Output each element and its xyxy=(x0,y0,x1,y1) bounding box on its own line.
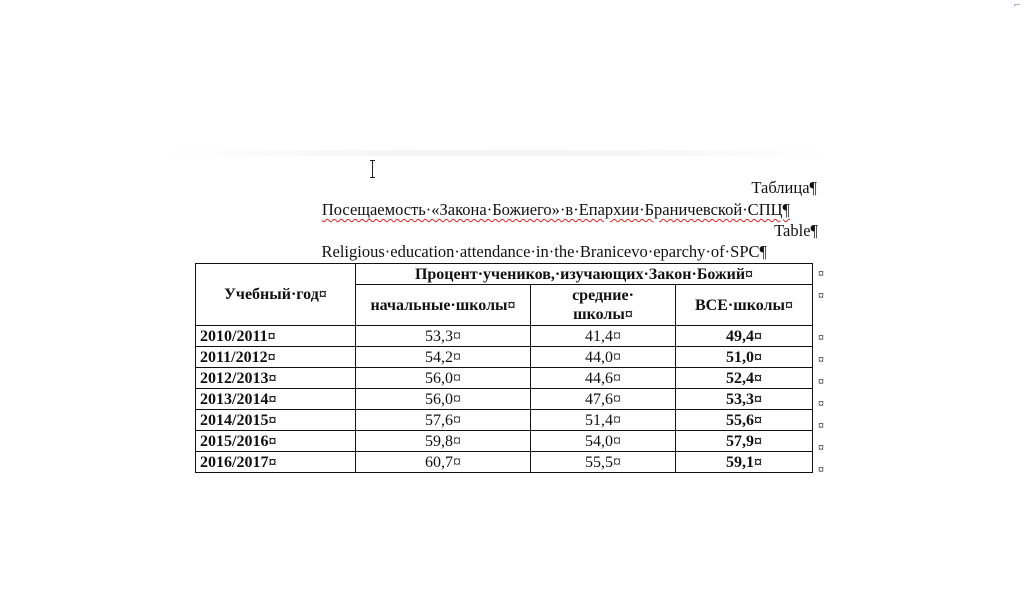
row-end-mark: ¤ xyxy=(818,352,824,366)
cell-secondary[interactable]: 47,6¤ xyxy=(531,389,676,410)
cell-primary[interactable]: 56,0¤ xyxy=(356,368,531,389)
cell-year[interactable]: 2012/2013¤ xyxy=(196,368,356,389)
header-group[interactable]: Процент·учеников,·изучающих·Закон·Божий¤ xyxy=(356,264,813,285)
cell-secondary[interactable]: 44,0¤ xyxy=(531,347,676,368)
text-cursor-icon xyxy=(372,160,375,178)
header-year[interactable]: Учебный·год¤ xyxy=(196,264,356,326)
window-corner-icon: ⌐ xyxy=(1014,0,1021,11)
table-row xyxy=(196,368,813,389)
cell-secondary[interactable]: 44,6¤ xyxy=(531,368,676,389)
cell-secondary[interactable]: 54,0¤ xyxy=(531,431,676,452)
cell-all[interactable]: 59,1¤ xyxy=(676,452,813,473)
cell-primary[interactable]: 53,3¤ xyxy=(356,326,531,347)
header-all[interactable]: ВСЕ·школы¤ xyxy=(676,285,813,326)
header-secondary-line2: школы¤ xyxy=(573,306,633,323)
header-primary[interactable]: начальные·школы¤ xyxy=(356,285,531,326)
cell-primary[interactable]: 54,2¤ xyxy=(356,347,531,368)
cell-secondary[interactable]: 55,5¤ xyxy=(531,452,676,473)
cell-primary[interactable]: 56,0¤ xyxy=(356,389,531,410)
page-top-edge xyxy=(160,150,832,156)
table-row xyxy=(196,326,813,347)
cell-secondary[interactable]: 51,4¤ xyxy=(531,410,676,431)
table-row xyxy=(196,410,813,431)
row-end-mark: ¤ xyxy=(818,288,824,302)
cell-all[interactable]: 49,4¤ xyxy=(676,326,813,347)
table-row xyxy=(196,452,813,473)
row-end-mark: ¤ xyxy=(818,418,824,432)
cell-year[interactable]: 2013/2014¤ xyxy=(196,389,356,410)
cell-year[interactable]: 2011/2012¤ xyxy=(196,347,356,368)
header-secondary-line1: средние· xyxy=(572,287,634,304)
table-row xyxy=(196,431,813,452)
row-end-mark: ¤ xyxy=(818,462,824,476)
row-end-mark: ¤ xyxy=(818,330,824,344)
cell-all[interactable]: 57,9¤ xyxy=(676,431,813,452)
table-label-en: Table¶ xyxy=(774,221,818,240)
title-en: Religious·education·attendance·in·the·Branicevo·eparchy·of·SPC¶ xyxy=(321,242,767,261)
cell-all[interactable]: 55,6¤ xyxy=(676,410,813,431)
table-row xyxy=(196,347,813,368)
row-end-mark: ¤ xyxy=(818,374,824,388)
attendance-table xyxy=(195,263,813,473)
header-secondary[interactable] xyxy=(531,285,676,326)
title-ru: Посещаемость·«Закона·Божиего»·в·Епархии·Браничевской·СПЦ¶ xyxy=(321,200,790,219)
table-row xyxy=(196,389,813,410)
cell-all[interactable]: 53,3¤ xyxy=(676,389,813,410)
row-end-mark: ¤ xyxy=(818,440,824,454)
cell-all[interactable]: 51,0¤ xyxy=(676,347,813,368)
cell-primary[interactable]: 57,6¤ xyxy=(356,410,531,431)
cell-all[interactable]: 52,4¤ xyxy=(676,368,813,389)
cell-primary[interactable]: 60,7¤ xyxy=(356,452,531,473)
table-label-ru: Таблица¶ xyxy=(751,178,817,197)
cell-year[interactable]: 2010/2011¤ xyxy=(196,326,356,347)
row-end-mark: ¤ xyxy=(818,266,824,280)
row-end-mark: ¤ xyxy=(818,396,824,410)
cell-year[interactable]: 2014/2015¤ xyxy=(196,410,356,431)
cell-secondary[interactable]: 41,4¤ xyxy=(531,326,676,347)
cell-primary[interactable]: 59,8¤ xyxy=(356,431,531,452)
cell-year[interactable]: 2016/2017¤ xyxy=(196,452,356,473)
cell-year[interactable]: 2015/2016¤ xyxy=(196,431,356,452)
